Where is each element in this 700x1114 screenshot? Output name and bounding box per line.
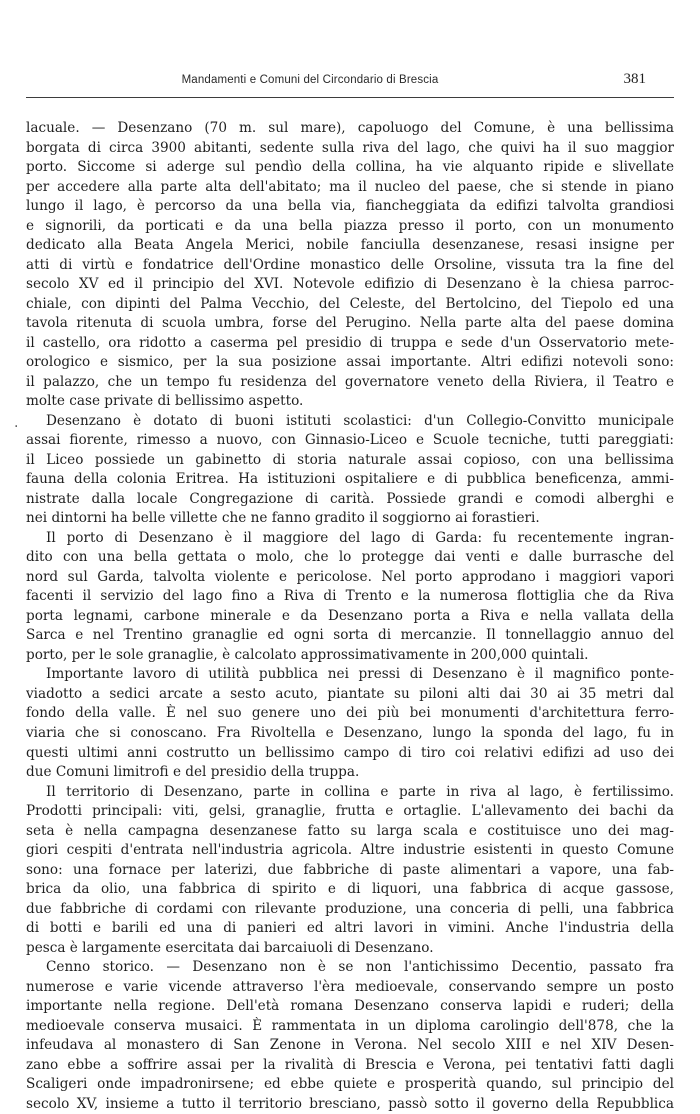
- header-rule: [26, 97, 674, 98]
- text-line: medioevale conserva musaici. È rammentata in un diploma carolingio dell'878, che la: [26, 1017, 674, 1034]
- text-line: viadotto a sedici arcate a sesto acuto, piantate su piloni alti dai 30 ai 35 metri dal: [26, 685, 674, 702]
- text-line: nord sul Garda, talvolta violente e pericolose. Nel porto approdano i maggiori vapori: [26, 568, 674, 585]
- text-line: molte case private di bellissimo aspetto.: [26, 393, 304, 410]
- text-line: il Liceo possiede un gabinetto di storia naturale assai copioso, con una bellissima: [26, 451, 674, 468]
- text-line: porta legnami, carbone minerale e da Desenzano porta a Riva e nella vallata della: [26, 607, 674, 624]
- text-line: Scaligeri onde impadronirsene; ed ebbe quiete e prosperità quando, sul principio del: [26, 1076, 674, 1093]
- text-line: facenti il servizio del lago fino a Riva di Trento e la numerosa flottiglia che da Riva: [26, 588, 674, 605]
- text-line: dito con una bella gettata o molo, che lo protegge dai venti e dalle burrasche del: [26, 549, 674, 566]
- text-line: Prodotti principali: viti, gelsi, granaglie, frutta e ortaglie. L'allevamento dei bachi da: [26, 803, 674, 820]
- text-line: Desenzano è dotato di buoni istituti scolastici: d'un Collegio-Convitto municipale: [46, 412, 674, 429]
- text-line: Sarca e nel Trentino granaglie ed ogni sorta di mercanzie. Il tonnellaggio annuo del: [26, 627, 674, 644]
- paragraph-territory-industry: [26, 783, 674, 959]
- text-line: tavola ritenuta di scuola umbra, forse del Perugino. Nella parte alta del paese domina: [26, 315, 674, 332]
- text-line: zano ebbe a soffrire assai per la rivalità di Brescia e Verona, pei tentativi fatti dagli: [26, 1056, 674, 1073]
- text-line: secolo XV ed il principio del XVI. Notevole edifizio di Desenzano è la chiesa parroc-: [26, 276, 674, 293]
- paragraph-history: [26, 958, 674, 1114]
- text-line: nistrate dalla locale Congregazione di carità. Possiede grandi e comodi alberghi e: [26, 490, 674, 507]
- text-line: di botti e barili ed una di panieri ed altri lavori in vimini. Anche l'industria della: [26, 920, 674, 937]
- text-line: Importante lavoro di utilità pubblica nei pressi di Desenzano è il magnifico ponte-: [46, 666, 674, 683]
- body-text: [26, 119, 674, 1114]
- paragraph-desenzano-overview: [26, 119, 674, 412]
- text-line: due Comuni limitrofi e del presidio della truppa.: [26, 764, 360, 781]
- paragraph-schools: [26, 412, 674, 529]
- text-line: porto. Siccome si aderge sul pendìo della collina, ha vie alquanto ripide e slivellate: [26, 159, 674, 176]
- page-number: 381: [623, 71, 646, 87]
- text-line: numerose e varie vicende attraverso l'èra medioevale, conservando sempre un posto: [26, 978, 674, 995]
- text-line: questi ultimi anni costrutto un bellissimo campo di tiro coi relativi edifizi ad uso dei: [26, 744, 674, 761]
- text-line: lacuale. — Desenzano (70 m. sul mare), capoluogo del Comune, è una bellissima: [26, 120, 674, 136]
- text-line: brica da olio, una fabbrica di spirito e di liquori, una fabbrica di acque gassose,: [26, 881, 674, 898]
- text-line: viaria che si conoscano. Fra Rivoltella e Desenzano, lungo la sponda del lago, fu in: [26, 724, 674, 741]
- margin-mark: ·: [14, 419, 19, 435]
- text-line: dedicato alla Beata Angela Merici, nobile fanciulla desenzanese, resasi insigne per: [26, 237, 674, 254]
- text-line: lungo il lago, è percorso da una bella via, fiancheggiata da edifizi talvolta grandiosi: [26, 198, 674, 215]
- text-line: porto, per le sole granaglie, è calcolato approssimativamente in 200,000 quintali.: [26, 646, 589, 663]
- text-line: fondo della valle. È nel suo genere uno dei più bei monumenti d'architettura ferro-: [26, 705, 674, 722]
- text-line: e signorili, da porticati e da una bella piazza presso il porto, con un monumento: [26, 217, 674, 234]
- text-line: borgata di circa 3900 abitanti, sedente sulla riva del lago, che quivi ha il suo maggior: [26, 139, 674, 156]
- text-line: fauna della colonia Eritrea. Ha istituzioni ospitaliere e di pubblica beneficenza, ammi-: [26, 471, 674, 488]
- text-line: due fabbriche di cordami con rilevante produzione, una conceria di pelli, una fabbrica: [26, 900, 674, 917]
- text-line: importante nella regione. Dell'età romana Desenzano conserva lapidi e ruderi; della: [26, 998, 674, 1015]
- running-title: Mandamenti e Comuni del Circondario di Brescia: [181, 74, 439, 86]
- text-line: per accedere alla parte alta dell'abitato; ma il nucleo del paese, che si stende in piano: [26, 178, 674, 195]
- text-line: nei dintorni ha belle villette che ne fanno gradito il soggiorno ai forastieri.: [26, 510, 540, 527]
- text-line: sono: una fornace per laterizi, due fabbriche di paste alimentari a vapore, una fab-: [26, 861, 674, 878]
- text-line: seta è nella campagna desenzanese fatto su larga scala e costituisce uno dei mag-: [26, 822, 674, 839]
- running-head: [26, 66, 674, 90]
- text-line: infeudava al monastero di San Zenone in Verona. Nel secolo XIII e nel XIV Desen-: [26, 1037, 674, 1054]
- text-line: Cenno storico. — Desenzano non è se non l'antichissimo Decentio, passato fra: [46, 959, 674, 976]
- text-line: chiale, con dipinti del Palma Vecchio, del Celeste, del Bertolcino, del Tiepolo ed una: [26, 295, 674, 312]
- text-line: il castello, ora ridotto a caserma pel presidio di truppa e sede d'un Osservatorio mete-: [26, 334, 674, 351]
- paragraph-viaduct: [26, 665, 674, 782]
- text-line: Il territorio di Desenzano, parte in collina e parte in riva al lago, è fertilissimo.: [46, 783, 674, 800]
- text-line: Il porto di Desenzano è il maggiore del lago di Garda: fu recentemente ingran-: [46, 529, 674, 546]
- text-line: atti di virtù e fondatrice dell'Ordine monastico delle Orsoline, vissuta tra la fine del: [26, 256, 674, 273]
- paragraph-port: [26, 529, 674, 666]
- text-line: assai fiorente, rimesso a nuovo, con Ginnasio-Liceo e Scuole tecniche, tutti pareggiati:: [26, 432, 674, 449]
- text-line: secolo XV, insieme a tutto il territorio bresciano, passò sotto il governo della Repubblica: [26, 1095, 674, 1112]
- text-line: giori cespiti d'entrata nell'industria agricola. Altre industrie esistenti in questo Comune: [26, 842, 674, 859]
- text-line: il palazzo, che un tempo fu residenza del governatore veneto della Riviera, il Teatro e: [26, 373, 674, 390]
- text-line: orologico e sismico, per la sua posizione assai importante. Altri edifizi notevoli sono:: [26, 354, 674, 371]
- text-line: pesca è largamente esercitata dai barcaiuoli di Desenzano.: [26, 939, 434, 956]
